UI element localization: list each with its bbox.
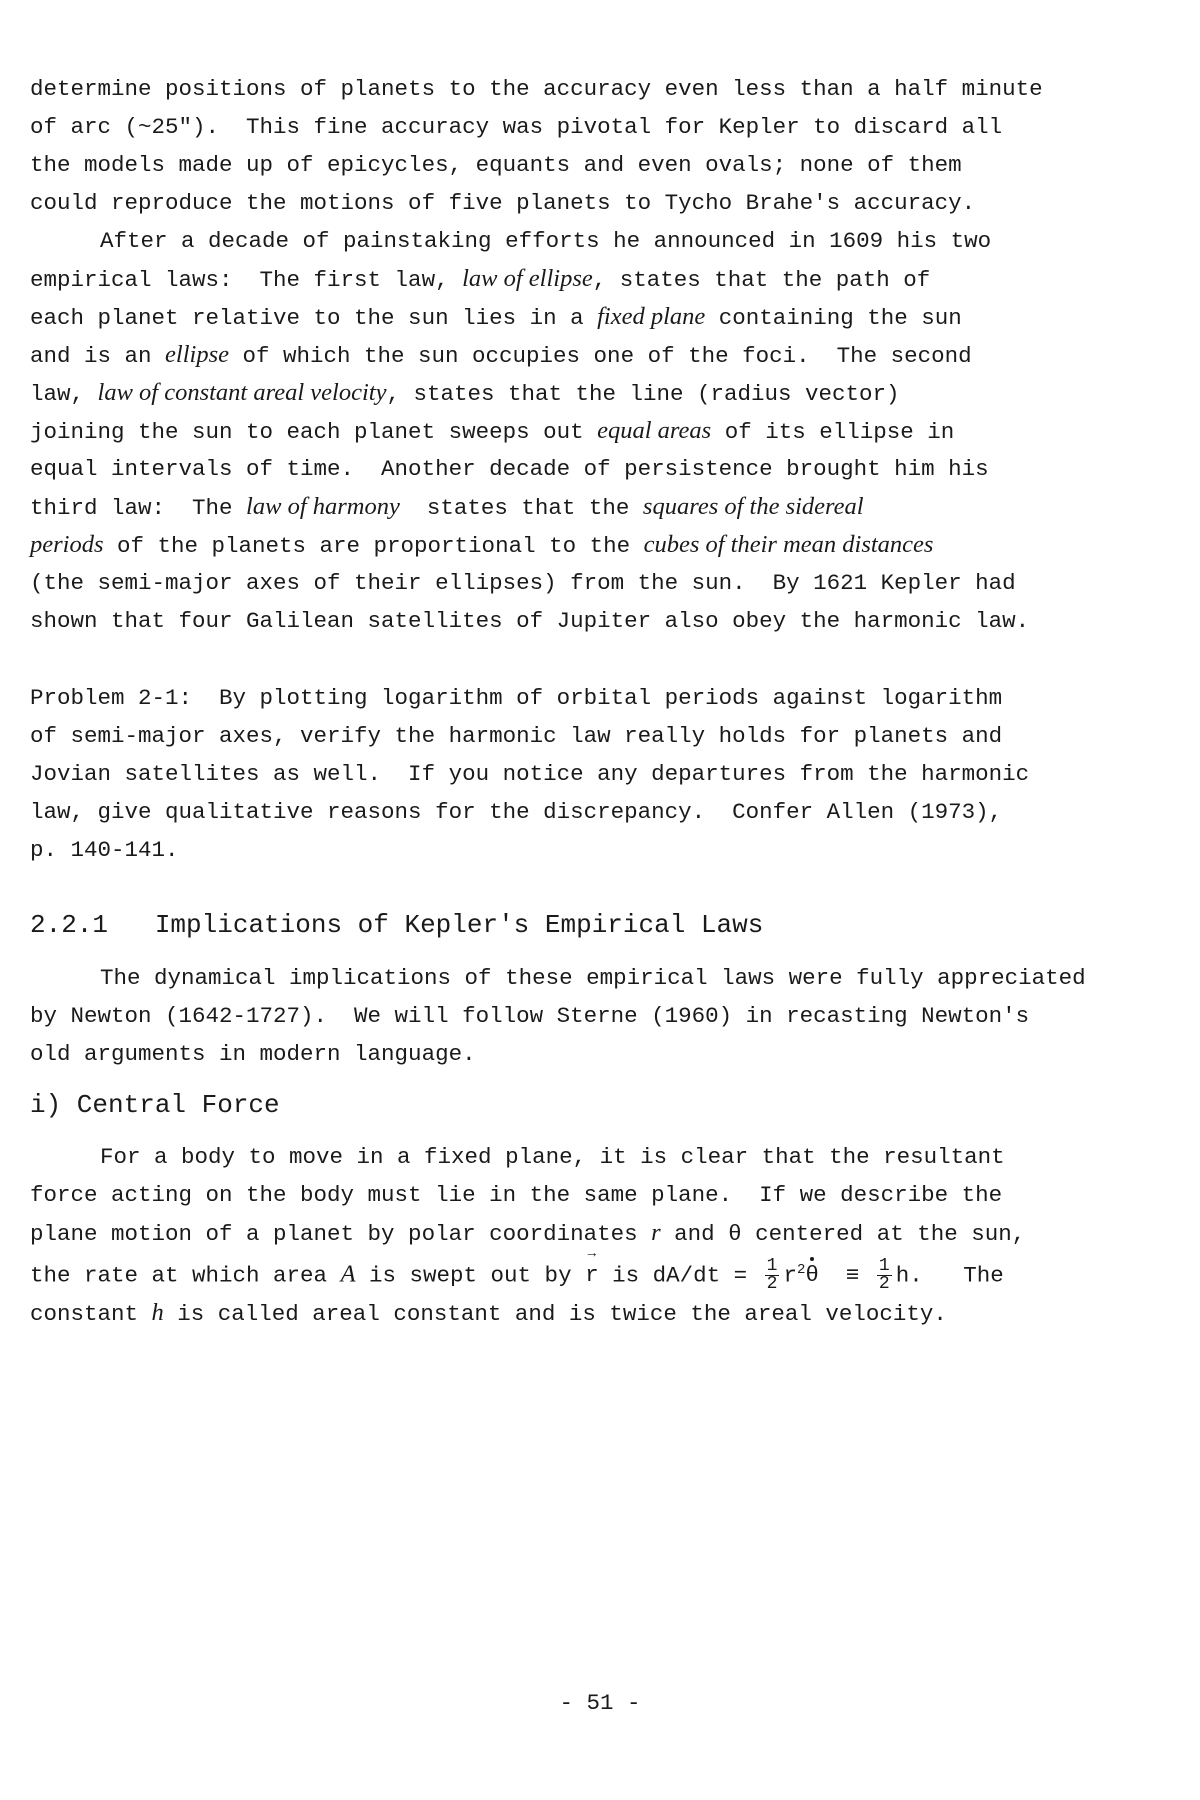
section-title: Implications of Kepler's Empirical Laws <box>154 910 764 940</box>
vector-r: → r <box>585 1260 599 1290</box>
exponent: 2 <box>796 1261 806 1278</box>
theta-dot: θ <box>805 1262 819 1289</box>
fraction-one-half <box>765 1258 780 1293</box>
symbol-h: h <box>151 1299 164 1326</box>
text-line <box>30 302 1170 333</box>
problem-line: law, give qualitative reasons for the discrepancy. Confer Allen (1973), <box>30 799 1003 825</box>
text-span: is dA/dt = <box>598 1262 761 1289</box>
fraction-numerator: 1 <box>878 1256 890 1276</box>
text-span: , states that the path of <box>592 267 931 293</box>
text-span: of which the sun occupies one of the foci. The second <box>229 343 972 369</box>
text-line: of arc (~25"). This fine accuracy was pivotal for Kepler to discard all <box>30 114 1003 140</box>
problem-line: p. 140-141. <box>30 837 179 863</box>
equation-line <box>30 1258 1170 1293</box>
emphasis-cubes: cubes of their mean distances <box>643 531 934 558</box>
text-span: and θ centered at the sun, <box>660 1221 1026 1247</box>
text-line: For a body to move in a fixed plane, it is clear that the resultant <box>100 1144 1005 1170</box>
text-span: ≡ <box>818 1262 873 1289</box>
text-line: (the semi-major axes of their ellipses) from the sun. By 1621 Kepler had <box>30 570 1016 596</box>
problem-line: of semi-major axes, verify the harmonic law really holds for planets and <box>30 723 1003 749</box>
text-span: third law: The <box>30 495 247 521</box>
subsection-heading: i) Central Force <box>30 1090 280 1120</box>
text-span: of the planets are proportional to the <box>103 533 644 559</box>
text-line: could reproduce the motions of five planets to Tycho Brahe's accuracy. <box>30 190 976 216</box>
text-line: determine positions of planets to the accuracy even less than a half minute <box>30 76 1043 102</box>
text-line: old arguments in modern language. <box>30 1041 476 1067</box>
text-span: h. The <box>895 1262 1004 1289</box>
text-span: , states that the line (radius vector) <box>386 381 900 407</box>
text-span: constant <box>30 1301 152 1327</box>
text-span: is called areal constant and is twice the areal velocity. <box>163 1301 947 1327</box>
text-span: the rate at which area <box>30 1262 341 1289</box>
emphasis-ellipse: ellipse <box>165 341 229 368</box>
symbol-A: A <box>340 1260 356 1288</box>
text-line: After a decade of painstaking efforts he announced in 1609 his two <box>100 228 992 254</box>
emphasis-areal-velocity: law of constant areal velocity <box>97 379 387 406</box>
emphasis-equal-areas: equal areas <box>597 417 712 444</box>
text-line: the models made up of epicycles, equants and even ovals; none of them <box>30 152 962 178</box>
text-span: and is an <box>30 343 166 369</box>
text-line <box>30 264 1170 295</box>
fraction-numerator: 1 <box>766 1256 778 1276</box>
emphasis-law-of-ellipse: law of ellipse <box>462 265 593 292</box>
emphasis-fixed-plane: fixed plane <box>597 303 706 330</box>
text-line: force acting on the body must lie in the same plane. If we describe the <box>30 1182 1003 1208</box>
text-span: states that the <box>399 495 643 521</box>
text-span: is swept out by <box>355 1262 586 1289</box>
symbol-r: r <box>783 1262 797 1289</box>
fraction-denominator: 2 <box>878 1274 890 1294</box>
text-span: joining the sun to each planet sweeps out <box>30 419 598 445</box>
emphasis-squares: squares of the sidereal <box>642 493 864 520</box>
text-line <box>30 530 1170 561</box>
text-line <box>30 492 1170 523</box>
emphasis-law-of-harmony: law of harmony <box>246 493 400 520</box>
text-span: law, <box>30 381 98 407</box>
fraction-denominator: 2 <box>766 1274 778 1294</box>
fraction-one-half <box>877 1258 892 1293</box>
text-line: The dynamical implications of these empirical laws were fully appreciated <box>100 965 1086 991</box>
text-span: plane motion of a planet by polar coordinates <box>30 1221 652 1247</box>
emphasis-periods: periods <box>30 531 104 558</box>
text-line: shown that four Galilean satellites of Jupiter also obey the harmonic law. <box>30 608 1030 634</box>
text-line <box>30 340 1170 371</box>
text-span: containing the sun <box>705 305 962 331</box>
section-number: 2.2.1 <box>30 910 109 940</box>
section-heading <box>30 908 1170 942</box>
text-line <box>30 1218 1170 1249</box>
text-span: empirical laws: The first law, <box>30 267 463 293</box>
symbol-r: r <box>651 1219 661 1246</box>
text-span: of its ellipse in <box>711 419 955 445</box>
page-number: - 51 - <box>559 1690 641 1716</box>
text-line: by Newton (1642-1727). We will follow Sterne (1960) in recasting Newton's <box>30 1003 1030 1029</box>
text-line <box>30 1298 1170 1329</box>
text-line: equal intervals of time. Another decade of persistence brought him his <box>30 456 989 482</box>
problem-line: Jovian satellites as well. If you notice any departures from the harmonic <box>30 761 1030 787</box>
problem-line: Problem 2-1: By plotting logarithm of orbital periods against logarithm <box>30 685 1003 711</box>
text-span: each planet relative to the sun lies in a <box>30 305 598 331</box>
text-line <box>30 378 1170 409</box>
text-line <box>30 416 1170 447</box>
